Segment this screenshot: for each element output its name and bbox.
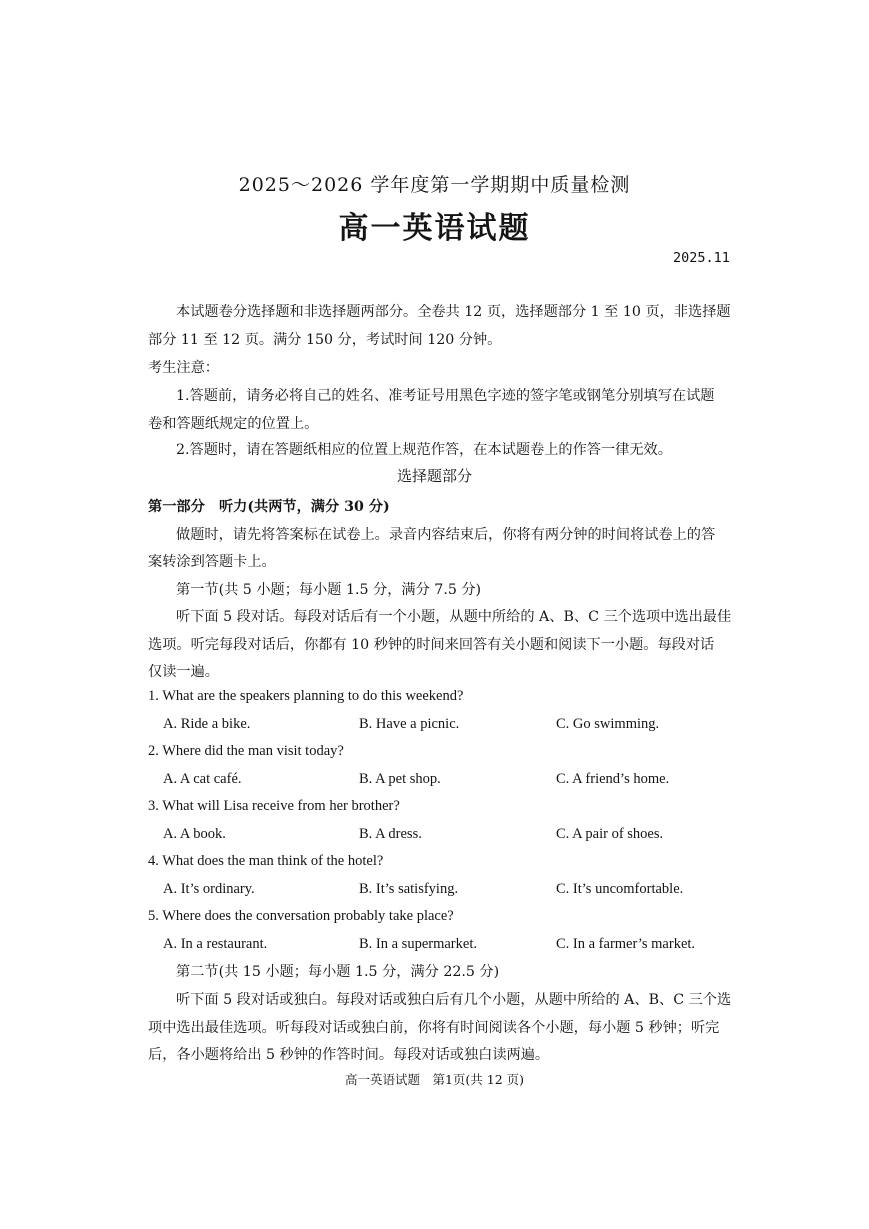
question-4-option-a: A. It’s ordinary.	[163, 881, 255, 897]
notice-2: 2.答题时，请在答题纸相应的位置上规范作答，在本试题卷上的作答一律无效。	[176, 442, 672, 458]
section2-instr-line-1: 听下面 5 段对话或独白。每段对话或独白后有几个小题，从题中所给的 A、B、C 三个选	[176, 992, 732, 1008]
question-2-option-b: B. A pet shop.	[359, 771, 441, 787]
section2-instr-line-2: 项中选出最佳选项。听每段对话或独白前，你将有时间阅读各个小题，每小题 5 秒钟；听完	[148, 1020, 720, 1036]
question-5-option-c: C. In a farmer’s market.	[556, 936, 696, 952]
question-5-option-b: B. In a supermarket.	[359, 936, 477, 952]
section1-instr-line-3: 仅读一遍。	[148, 664, 219, 680]
question-1-option-a: A. Ride a bike.	[163, 716, 251, 732]
question-4-option-b: B. It’s satisfying.	[359, 881, 459, 897]
question-2-option-c: C. A friend’s home.	[556, 771, 670, 787]
notice-label: 考生注意：	[148, 360, 219, 376]
exam-title-term: 2025～2026 学年度第一学期期中质量检测	[238, 174, 631, 196]
section-title: 选择题部分	[396, 467, 472, 485]
part1-heading: 第一部分 听力(共两节，满分 30 分)	[148, 499, 390, 515]
question-2: 2. Where did the man visit today?	[148, 743, 344, 759]
question-4: 4. What does the man think of the hotel?	[148, 853, 384, 869]
exam-date: 2025.11	[673, 250, 730, 266]
section2-heading: 第二节(共 15 小题；每小题 1.5 分，满分 22.5 分)	[176, 964, 500, 980]
section1-instr-line-2: 选项。听完每段对话后，你都有 10 秒钟的时间来回答有关小题和阅读下一小题。每段对话	[148, 637, 715, 653]
exam-title-subject: 高一英语试题	[338, 211, 531, 246]
part1-instr-line-1: 做题时，请先将答案标在试卷上。录音内容结束后，你将有两分钟的时间将试卷上的答	[176, 527, 716, 543]
question-5: 5. Where does the conversation probably take place?	[148, 908, 454, 924]
section1-instr-line-1: 听下面 5 段对话。每段对话后有一个小题，从题中所给的 A、B、C 三个选项中选出最佳	[176, 609, 732, 625]
question-4-option-c: C. It’s uncomfortable.	[556, 881, 684, 897]
question-1: 1. What are the speakers planning to do this weekend?	[148, 688, 464, 704]
section2-instr-line-3: 后，各小题将给出 5 秒钟的作答时间。每段对话或独白读两遍。	[148, 1047, 550, 1063]
question-3-option-b: B. A dress.	[359, 826, 422, 842]
question-1-option-c: C. Go swimming.	[556, 716, 660, 732]
page-footer: 高一英语试题 第1页(共 12 页)	[344, 1072, 525, 1087]
section1-heading: 第一节(共 5 小题；每小题 1.5 分，满分 7.5 分)	[176, 582, 482, 598]
question-1-option-b: B. Have a picnic.	[359, 716, 460, 732]
question-5-option-a: A. In a restaurant.	[163, 936, 268, 952]
part1-instr-line-2: 案转涂到答题卡上。	[148, 554, 276, 570]
intro-line-1: 本试题卷分选择题和非选择题两部分。全卷共 12 页，选择题部分 1 至 10 页，非选择题	[176, 304, 731, 320]
question-3: 3. What will Lisa receive from her brother?	[148, 798, 400, 814]
notice-1-line-1: 1.答题前，请务必将自己的姓名、准考证号用黑色字迹的签字笔或钢笔分别填写在试题	[176, 388, 715, 404]
intro-line-2: 部分 11 至 12 页。满分 150 分，考试时间 120 分钟。	[148, 332, 502, 348]
question-3-option-c: C. A pair of shoes.	[556, 826, 664, 842]
question-3-option-a: A. A book.	[163, 826, 226, 842]
question-2-option-a: A. A cat café.	[163, 771, 242, 787]
notice-1-line-2: 卷和答题纸规定的位置上。	[148, 416, 319, 432]
